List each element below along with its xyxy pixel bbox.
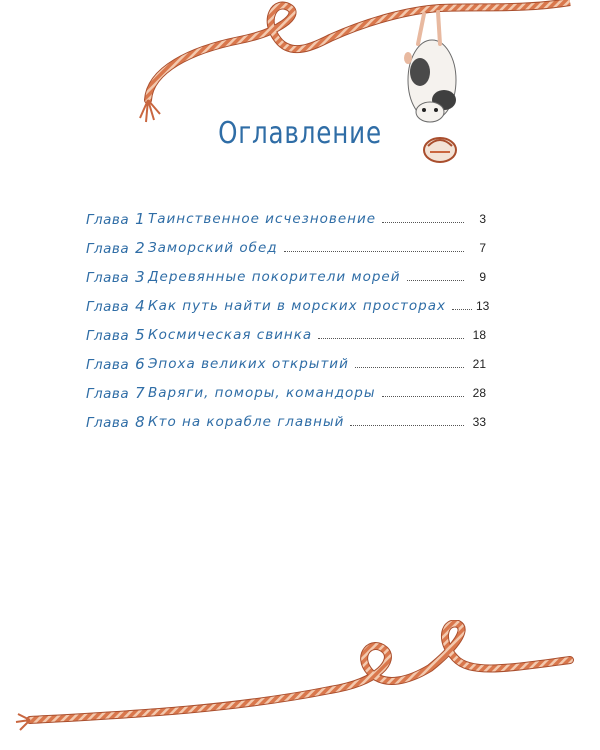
chapter-number: 3: [135, 267, 146, 286]
chapter-number: 1: [135, 209, 146, 228]
chapter-label: [86, 413, 148, 431]
chapter-label: [86, 384, 148, 402]
toc-entry-chapter-4[interactable]: [86, 291, 490, 320]
chapter-number: 8: [135, 412, 146, 431]
chapter-title: Таинственное исчезновение: [148, 210, 377, 227]
chapter-word: Глава: [86, 327, 130, 344]
page-number: 18: [472, 327, 486, 342]
chapter-label: [86, 297, 148, 315]
toc-entry-chapter-5[interactable]: [86, 320, 486, 349]
bottom-rope-illustration: [0, 620, 600, 750]
page-number: 28: [472, 385, 486, 400]
chapter-word: Глава: [86, 298, 130, 315]
chapter-number: 7: [135, 383, 146, 402]
chapter-label: [86, 326, 148, 344]
toc-entry-chapter-6[interactable]: [86, 349, 486, 378]
chapter-word: Глава: [86, 240, 130, 257]
chapter-title: Как путь найти в морских просторах: [148, 297, 446, 314]
dot-leader: [350, 425, 464, 426]
chapter-word: Глава: [86, 385, 130, 402]
chapter-label: [86, 268, 148, 286]
chapter-number: 6: [135, 354, 146, 373]
dot-leader: [382, 396, 464, 397]
chapter-title: Кто на корабле главный: [148, 413, 345, 430]
toc-entry-chapter-7[interactable]: [86, 378, 486, 407]
rope-with-loop-icon: [140, 2, 570, 122]
chapter-title: Деревянные покорители морей: [148, 268, 401, 285]
chapter-label: [86, 239, 148, 257]
chapter-number: 4: [135, 296, 146, 315]
page-number: 3: [479, 211, 486, 226]
chapter-number: 5: [135, 325, 146, 344]
page-number: 21: [472, 356, 486, 371]
page-number: 7: [479, 240, 486, 255]
page-number: 13: [475, 298, 490, 313]
chapter-label: [86, 355, 148, 373]
chapter-word: Глава: [86, 269, 130, 286]
dot-leader: [318, 338, 464, 339]
chapter-title: Космическая свинка: [148, 326, 313, 343]
chapter-label: [86, 210, 148, 228]
chapter-word: Глава: [86, 356, 130, 373]
dot-leader: [452, 309, 472, 310]
toc-entry-chapter-3[interactable]: [86, 262, 486, 291]
chapter-title: Заморский обед: [148, 239, 278, 256]
dot-leader: [355, 367, 464, 368]
dot-leader: [284, 251, 464, 252]
rope-with-loops-icon: [16, 623, 570, 730]
chapter-title: Эпоха великих открытий: [148, 355, 349, 372]
page-number: 9: [479, 269, 486, 284]
toc-entry-chapter-8[interactable]: [86, 407, 486, 436]
toc-entry-chapter-2[interactable]: [86, 233, 486, 262]
table-of-contents: [86, 204, 490, 436]
chapter-word: Глава: [86, 211, 130, 228]
dot-leader: [382, 222, 464, 223]
hamster-hanging-icon: [404, 12, 456, 122]
toc-entry-chapter-1[interactable]: [86, 204, 486, 233]
page-title: Оглавление: [218, 116, 382, 151]
chapter-word: Глава: [86, 414, 130, 431]
chapter-title: Варяги, поморы, командоры: [148, 384, 376, 401]
page-number: 33: [472, 414, 486, 429]
dot-leader: [407, 280, 464, 281]
chapter-number: 2: [135, 238, 146, 257]
